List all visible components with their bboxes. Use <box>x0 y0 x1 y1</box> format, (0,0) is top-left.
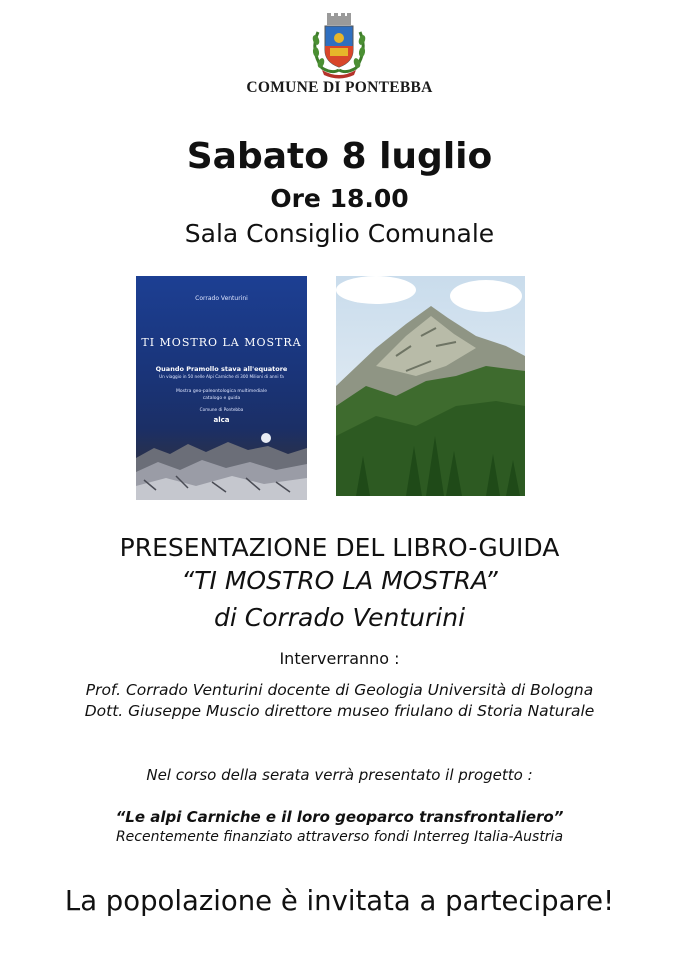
invitation-text: La popolazione è invitata a partecipare! <box>64 885 615 917</box>
cover-description-line2: catalogo e guida <box>202 396 241 401</box>
speaker-2: Dott. Giuseppe Muscio direttore museo friulano di Storia Naturale <box>84 702 595 720</box>
cover-title: TI MOSTRO LA MOSTRA <box>141 336 302 349</box>
municipality-name: COMUNE DI PONTEBBA <box>246 79 433 96</box>
book-cover-image <box>136 276 307 500</box>
cover-publisher-logo: alca <box>213 416 230 424</box>
cover-tagline: Un viaggio in 50 nelle Alpi Carniche di 300 Milioni di anni fa <box>159 374 284 379</box>
presentation-heading: PRESENTAZIONE DEL LIBRO-GUIDA <box>119 533 560 562</box>
speaker-1: Prof. Corrado Venturini docente di Geologia Università di Bologna <box>85 681 594 699</box>
coat-of-arms-icon <box>308 12 370 80</box>
book-author: di Corrado Venturini <box>213 603 466 632</box>
cover-description <box>136 388 307 402</box>
event-date: Sabato 8 luglio <box>186 136 493 177</box>
project-title: “Le alpi Carniche e il loro geoparco transfrontaliero” <box>115 808 564 826</box>
mountain-photo-icon <box>336 276 525 496</box>
project-funding: Recentemente finanziato attraverso fondi Interreg Italia-Austria <box>115 829 564 845</box>
project-intro: Nel corso della serata verrà presentato il progetto : <box>146 766 533 784</box>
cover-credit: Comune di Pontebba <box>199 407 244 412</box>
speakers-heading: Interverranno : <box>279 649 400 668</box>
book-title: “TI MOSTRO LA MOSTRA” <box>181 566 498 595</box>
event-venue: Sala Consiglio Comunale <box>184 219 495 248</box>
cover-subtitle: Quando Pramollo stava all'equatore <box>155 365 288 373</box>
event-time: Ore 18.00 <box>270 184 409 213</box>
cover-description-line1: Mostra geo-paleontologica multimediale <box>176 389 267 394</box>
cover-author: Corrado Venturini <box>195 295 248 302</box>
